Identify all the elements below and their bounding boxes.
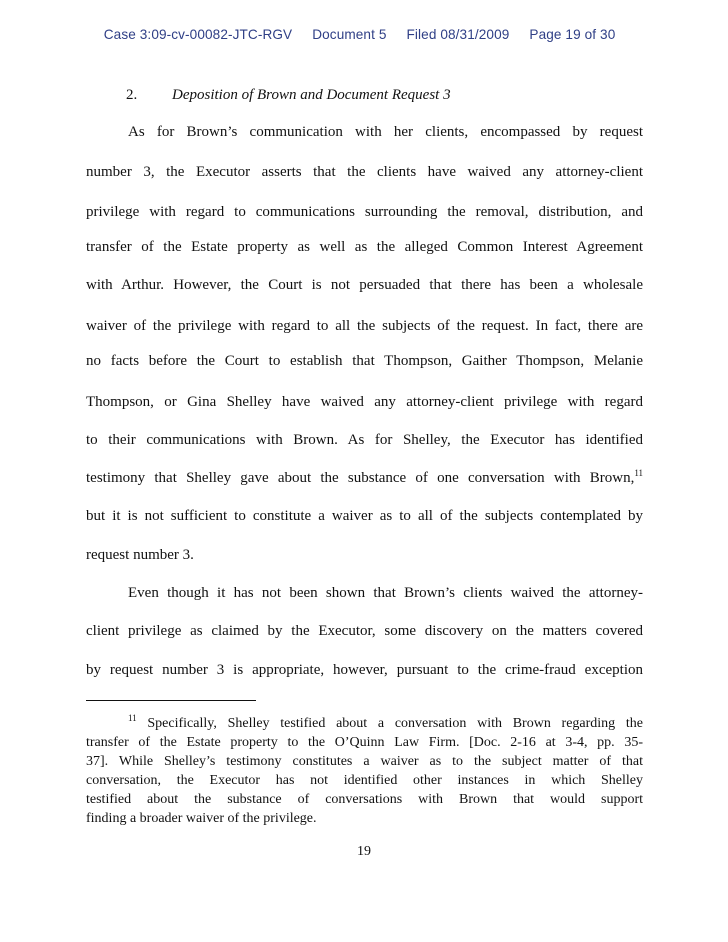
body-line: to their communications with Brown. As for Shelley, the Executor has identified: [86, 432, 643, 448]
footnote-separator: [86, 700, 256, 701]
body-line-with-footnote: [86, 468, 643, 488]
body-line: by request number 3 is appropriate, however, pursuant to the crime-fraud exception: [86, 662, 643, 678]
document-header: [96, 12, 615, 42]
section-number: 2.: [126, 87, 138, 103]
footnote-line: testified about the substance of conversations with Brown that would support: [86, 792, 643, 807]
footnote-reference[interactable]: 11: [634, 468, 643, 478]
page-count: Page 19 of 30: [529, 27, 616, 42]
section-heading: [126, 87, 451, 104]
footnote-line: transfer of the Estate property to the O’Quinn Law Firm. [Doc. 2-16 at 3-4, pp. 35-: [86, 735, 643, 750]
filed-date: Filed 08/31/2009: [406, 27, 510, 42]
body-line: privilege with regard to communications surrounding the removal, distribution, and: [86, 204, 643, 220]
body-line: request number 3.: [86, 547, 194, 563]
body-line: but it is not sufficient to constitute a waiver as to all of the subjects contemplated by: [86, 508, 643, 524]
body-line: with Arthur. However, the Court is not persuaded that there has been a wholesale: [86, 277, 643, 293]
footnote-line: 37]. While Shelley’s testimony constitutes a waiver as to the subject matter of that: [86, 754, 643, 769]
body-line-text: testimony that Shelley gave about the substance of one conversation with Brown,: [86, 470, 635, 486]
page-number: 19: [357, 844, 371, 859]
body-line: Thompson, or Gina Shelley have waived any attorney-client privilege with regard: [86, 394, 643, 410]
body-line: no facts before the Court to establish that Thompson, Gaither Thompson, Melanie: [86, 353, 643, 369]
footnote-marker: 11: [128, 713, 137, 723]
body-line: Even though it has not been shown that Brown’s clients waived the attorney-: [128, 585, 643, 601]
body-line: number 3, the Executor asserts that the clients have waived any attorney-client: [86, 164, 643, 180]
footnote-line: finding a broader waiver of the privilege.: [86, 811, 317, 826]
body-line: As for Brown’s communication with her clients, encompassed by request: [128, 124, 643, 140]
section-title: Deposition of Brown and Document Request 3: [172, 87, 451, 103]
body-line: client privilege as claimed by the Executor, some discovery on the matters covered: [86, 623, 643, 639]
footnote-line: [86, 715, 643, 733]
document-number: Document 5: [312, 27, 387, 42]
footnote-line: conversation, the Executor has not identified other instances in which Shelley: [86, 773, 643, 788]
footnote-line-text: Specifically, Shelley testified about a conversation with Brown regarding the: [147, 716, 643, 731]
body-line: waiver of the privilege with regard to all the subjects of the request. In fact, there are: [86, 318, 643, 334]
body-line: transfer of the Estate property as well as the alleged Common Interest Agreement: [86, 239, 643, 255]
case-number: Case 3:09-cv-00082-JTC-RGV: [103, 27, 293, 42]
